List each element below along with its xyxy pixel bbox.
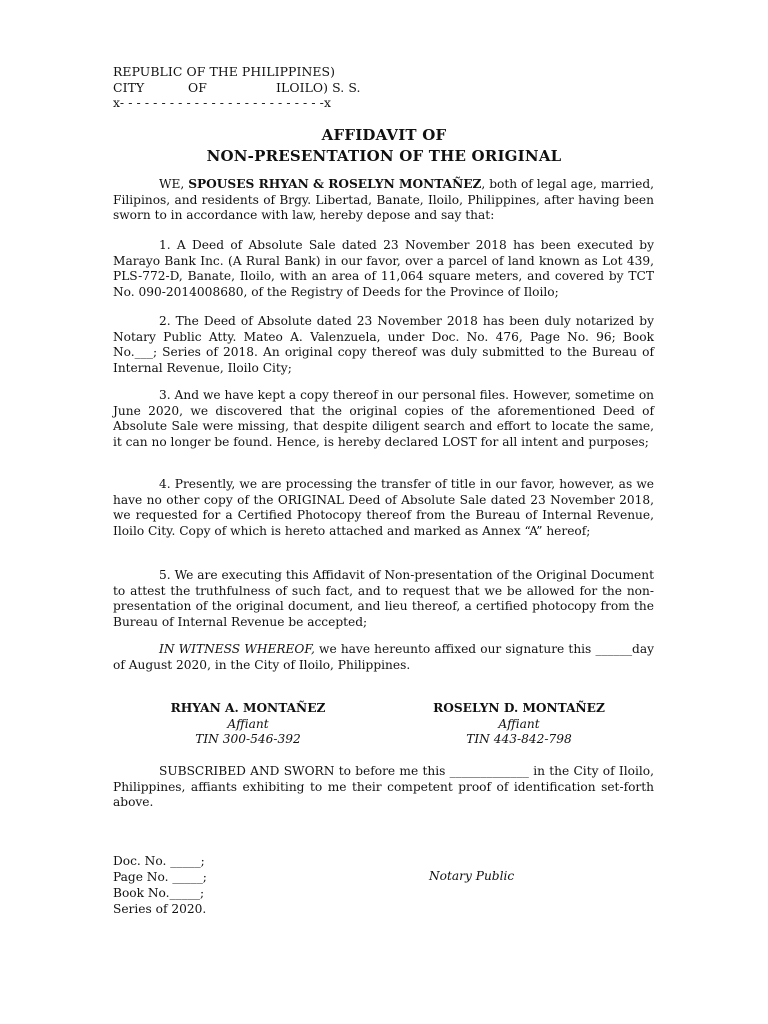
signatory-2-role: Affiant [498, 716, 540, 731]
signatory-1-name: RHYAN A. MONTAÑEZ [170, 701, 326, 715]
intro-rest: , both of legal age, married, Filipinos, and residents of Brgy. Libertad, Banate, Iloilo, Philippines, after having been sworn to in accordance with law, hereby depose and say that: [113, 177, 654, 222]
intro-paragraph [113, 177, 654, 224]
jurat-paragraph: SUBSCRIBED AND SWORN to before me this _____________ in the City of Iloilo, Philippines, affiants exhibiting to me their competent proof of identification set-forth above. [113, 764, 654, 809]
venue-city-label: CITY [113, 79, 145, 95]
paragraph-2: 2. The Deed of Absolute dated 23 November 2018 has been duly notarized by Notary Public Atty. Mateo A. Valenzuela, under Doc. No. 476, Page No. 96; Book No.___; Series of 2018. An original copy thereof was duly submitted to the Bureau of Internal Revenue, Iloilo City; [113, 314, 654, 375]
venue-block [113, 64, 361, 111]
signatory-1-tin: TIN 300-546-392 [195, 732, 301, 746]
doc-no: Doc. No. _____; [113, 854, 205, 868]
venue-city-name: ILOILO) S. S. [276, 79, 361, 95]
intro-names: SPOUSES RHYAN & ROSELYN MONTAÑEZ [188, 177, 482, 191]
signatory-1 [128, 701, 368, 748]
signatory-1-role: Affiant [227, 716, 269, 731]
paragraph-4: 4. Presently, we are processing the transfer of title in our favor, however, as we have no other copy of the ORIGINAL Deed of Absolute Sale dated 23 November 2018, we requested for a Certified Photocopy thereof from the Bureau of Internal Revenue, Iloilo City. Copy of which is hereto attached and marked as Annex “A” hereof; [113, 477, 654, 538]
witness-rest: we have hereunto affixed our signature this ______day of August 2020, in the City of Iloilo, Philippines. [113, 642, 654, 672]
venue-of-label: OF [188, 79, 207, 95]
paragraph-3: 3. And we have kept a copy thereof in our personal files. However, sometime on June 2020, we discovered that the original copies of the aforementioned Deed of Absolute Sale were missing, that despite diligent search and effort to locate the same, it can no longer be found. Hence, is hereby declared LOST for all intent and purposes; [113, 388, 654, 449]
title-line-1: AFFIDAVIT OF [321, 126, 447, 144]
signatory-2-name: ROSELYN D. MONTAÑEZ [433, 701, 605, 715]
venue-republic: REPUBLIC OF THE PHILIPPINES) [113, 64, 336, 79]
signatory-2-tin: TIN 443-842-798 [466, 732, 572, 746]
book-no: Book No._____; [113, 886, 205, 900]
series: Series of 2020. [113, 902, 207, 916]
venue-separator: x- - - - - - - - - - - - - - - - - - - - - - - - -x [113, 95, 332, 110]
paragraph-1: 1. A Deed of Absolute Sale dated 23 November 2018 has been executed by Marayo Bank Inc. (A Rural Bank) in our favor, over a parcel of land known as Lot 439, PLS-772-D, Banate, Iloilo, with an area of 11,064 square meters, and covered by TCT No. 090-2014008680, of the Registry of Deeds for the Province of Iloilo; [113, 238, 654, 299]
title-line-2: NON-PRESENTATION OF THE ORIGINAL [206, 147, 562, 165]
page-no: Page No. _____; [113, 870, 207, 884]
witness-paragraph [113, 642, 654, 673]
witness-lead: IN WITNESS WHEREOF, [159, 642, 315, 656]
doc-references [113, 853, 207, 917]
intro-we: WE, [159, 177, 189, 191]
notary-public-label: Notary Public [429, 869, 515, 883]
paragraph-5: 5. We are executing this Affidavit of Non-presentation of the Original Document to attest the truthfulness of such fact, and to request that we be allowed for the non-presentation of the original document, and lieu thereof, a certified photocopy from the Bureau of Internal Revenue be accepted; [113, 568, 654, 629]
signatory-2 [399, 701, 639, 748]
venue-city-line [113, 80, 361, 96]
